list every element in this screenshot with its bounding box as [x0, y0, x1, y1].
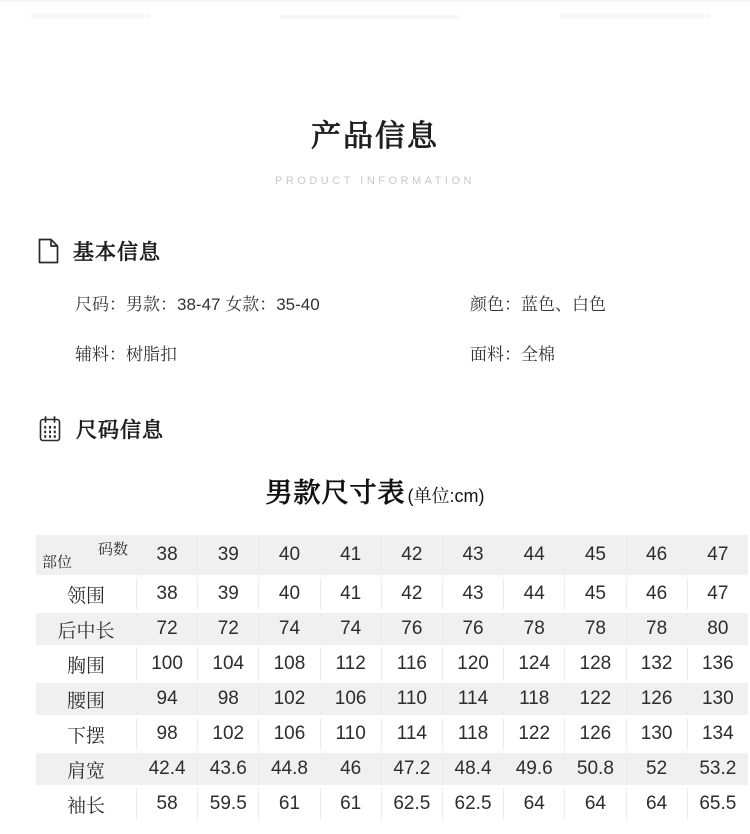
size-cell: 118 — [442, 718, 503, 750]
page-title: 产品信息 — [311, 120, 439, 153]
page-subtitle: PRODUCT INFORMATION — [275, 175, 475, 187]
size-cell: 62.5 — [381, 788, 442, 820]
row-label: 下摆 — [66, 725, 105, 747]
size-cell: 130 — [626, 718, 687, 750]
top-artifact — [0, 0, 750, 22]
size-cell: 46 — [320, 753, 381, 785]
size-cell: 42.4 — [136, 753, 197, 785]
field-color — [470, 293, 750, 317]
table-row — [36, 578, 748, 610]
size-cell: 110 — [381, 683, 442, 715]
size-cell: 74 — [320, 613, 381, 645]
size-cell: 40 — [258, 578, 319, 610]
row-label: 肩宽 — [36, 753, 136, 785]
size-cell: 65.5 — [687, 788, 748, 820]
mens-size-table — [36, 532, 748, 823]
size-cell: 64 — [503, 788, 564, 820]
size-cell: 132 — [626, 648, 687, 680]
size-column-header: 44 — [503, 535, 564, 575]
size-cell: 74 — [258, 613, 319, 645]
section-heading-size: 尺码信息 — [76, 419, 164, 442]
field-size-label: 尺码： — [75, 295, 126, 314]
size-table-title-unit: (单位:cm) — [407, 486, 485, 506]
size-cell: 128 — [564, 648, 625, 680]
table-row — [36, 683, 748, 715]
table-row — [36, 718, 748, 750]
size-cell: 102 — [258, 683, 319, 715]
field-accessories-label: 辅料： — [75, 345, 126, 364]
size-cell: 134 — [687, 718, 748, 750]
row-label: 胸围 — [66, 655, 105, 677]
row-label: 袖长 — [66, 795, 105, 817]
size-cell: 94 — [136, 683, 197, 715]
field-color-value: 蓝色、白色 — [521, 295, 606, 314]
section-heading-basic: 基本信息 — [73, 241, 161, 264]
size-cell: 46 — [626, 578, 687, 610]
field-fabric-label: 面料： — [470, 345, 521, 364]
field-accessories-value: 树脂扣 — [126, 345, 177, 364]
row-label: 领围 — [66, 585, 105, 607]
corner-cell — [36, 535, 136, 575]
size-cell: 38 — [136, 578, 197, 610]
size-cell: 59.5 — [197, 788, 258, 820]
size-cell: 72 — [136, 613, 197, 645]
size-cell: 47 — [687, 578, 748, 610]
size-cell: 118 — [503, 683, 564, 715]
size-cell: 45 — [564, 578, 625, 610]
size-column-header: 39 — [197, 535, 258, 575]
basic-info-heading-row — [38, 237, 750, 265]
size-cell: 62.5 — [442, 788, 503, 820]
size-cell: 130 — [687, 683, 748, 715]
size-cell: 112 — [320, 648, 381, 680]
size-cell: 48.4 — [442, 753, 503, 785]
size-cell: 126 — [564, 718, 625, 750]
size-cell: 122 — [564, 683, 625, 715]
size-cell: 106 — [258, 718, 319, 750]
page-header — [0, 122, 750, 187]
size-cell: 53.2 — [687, 753, 748, 785]
size-column-header: 40 — [258, 535, 319, 575]
size-cell: 64 — [626, 788, 687, 820]
size-table-header-row — [36, 535, 748, 575]
size-cell: 61 — [258, 788, 319, 820]
size-cell: 76 — [381, 613, 442, 645]
size-cell: 61 — [320, 788, 381, 820]
size-cell: 114 — [442, 683, 503, 715]
size-cell: 110 — [320, 718, 381, 750]
basic-info-section — [0, 237, 750, 367]
size-cell: 78 — [564, 613, 625, 645]
size-cell: 126 — [626, 683, 687, 715]
size-cell: 52 — [626, 753, 687, 785]
size-cell: 124 — [503, 648, 564, 680]
size-cell: 106 — [320, 683, 381, 715]
size-cell: 42 — [381, 578, 442, 610]
size-info-heading-row — [38, 415, 750, 443]
table-row — [36, 613, 748, 645]
size-column-header: 41 — [320, 535, 381, 575]
document-icon — [38, 238, 59, 264]
size-cell: 58 — [136, 788, 197, 820]
size-cell: 76 — [442, 613, 503, 645]
size-cell: 50.8 — [564, 753, 625, 785]
size-column-header: 46 — [626, 535, 687, 575]
size-cell: 116 — [381, 648, 442, 680]
size-cell: 98 — [136, 718, 197, 750]
size-cell: 80 — [687, 613, 748, 645]
size-cell: 43 — [442, 578, 503, 610]
basic-info-fields — [0, 293, 750, 367]
size-cell: 100 — [136, 648, 197, 680]
size-cell: 64 — [564, 788, 625, 820]
size-column-header: 43 — [442, 535, 503, 575]
size-cell: 122 — [503, 718, 564, 750]
size-cell: 102 — [197, 718, 258, 750]
size-table-title — [0, 477, 750, 514]
size-cell: 120 — [442, 648, 503, 680]
size-cell: 78 — [503, 613, 564, 645]
field-size — [75, 293, 470, 317]
size-cell: 39 — [197, 578, 258, 610]
size-cell: 114 — [381, 718, 442, 750]
table-row — [36, 648, 748, 680]
size-cell: 44 — [503, 578, 564, 610]
table-row — [36, 788, 748, 820]
size-cell: 98 — [197, 683, 258, 715]
size-table-body — [36, 578, 748, 820]
size-cell: 72 — [197, 613, 258, 645]
field-color-label: 颜色： — [470, 295, 521, 314]
size-cell: 44.8 — [258, 753, 319, 785]
field-size-value: 男款：38-47 女款：35-40 — [126, 295, 320, 314]
size-cell: 136 — [687, 648, 748, 680]
size-column-header: 45 — [564, 535, 625, 575]
size-cell: 78 — [626, 613, 687, 645]
size-column-header: 47 — [687, 535, 748, 575]
size-column-header: 38 — [136, 535, 197, 575]
size-column-header: 42 — [381, 535, 442, 575]
field-fabric-value: 全棉 — [521, 345, 555, 364]
calendar-icon — [38, 416, 62, 442]
size-cell: 43.6 — [197, 753, 258, 785]
table-row — [36, 753, 748, 785]
field-fabric — [470, 343, 750, 367]
corner-label-part: 部位 — [42, 554, 73, 571]
corner-label-sizes: 码数 — [97, 541, 128, 558]
field-accessories — [75, 343, 470, 367]
row-label: 腰围 — [36, 683, 136, 715]
size-cell: 104 — [197, 648, 258, 680]
row-label: 后中长 — [36, 613, 136, 645]
size-cell: 41 — [320, 578, 381, 610]
size-cell: 108 — [258, 648, 319, 680]
size-table-title-main: 男款尺寸表 — [265, 478, 406, 508]
size-cell: 47.2 — [381, 753, 442, 785]
size-cell: 49.6 — [503, 753, 564, 785]
size-info-section — [0, 415, 750, 823]
